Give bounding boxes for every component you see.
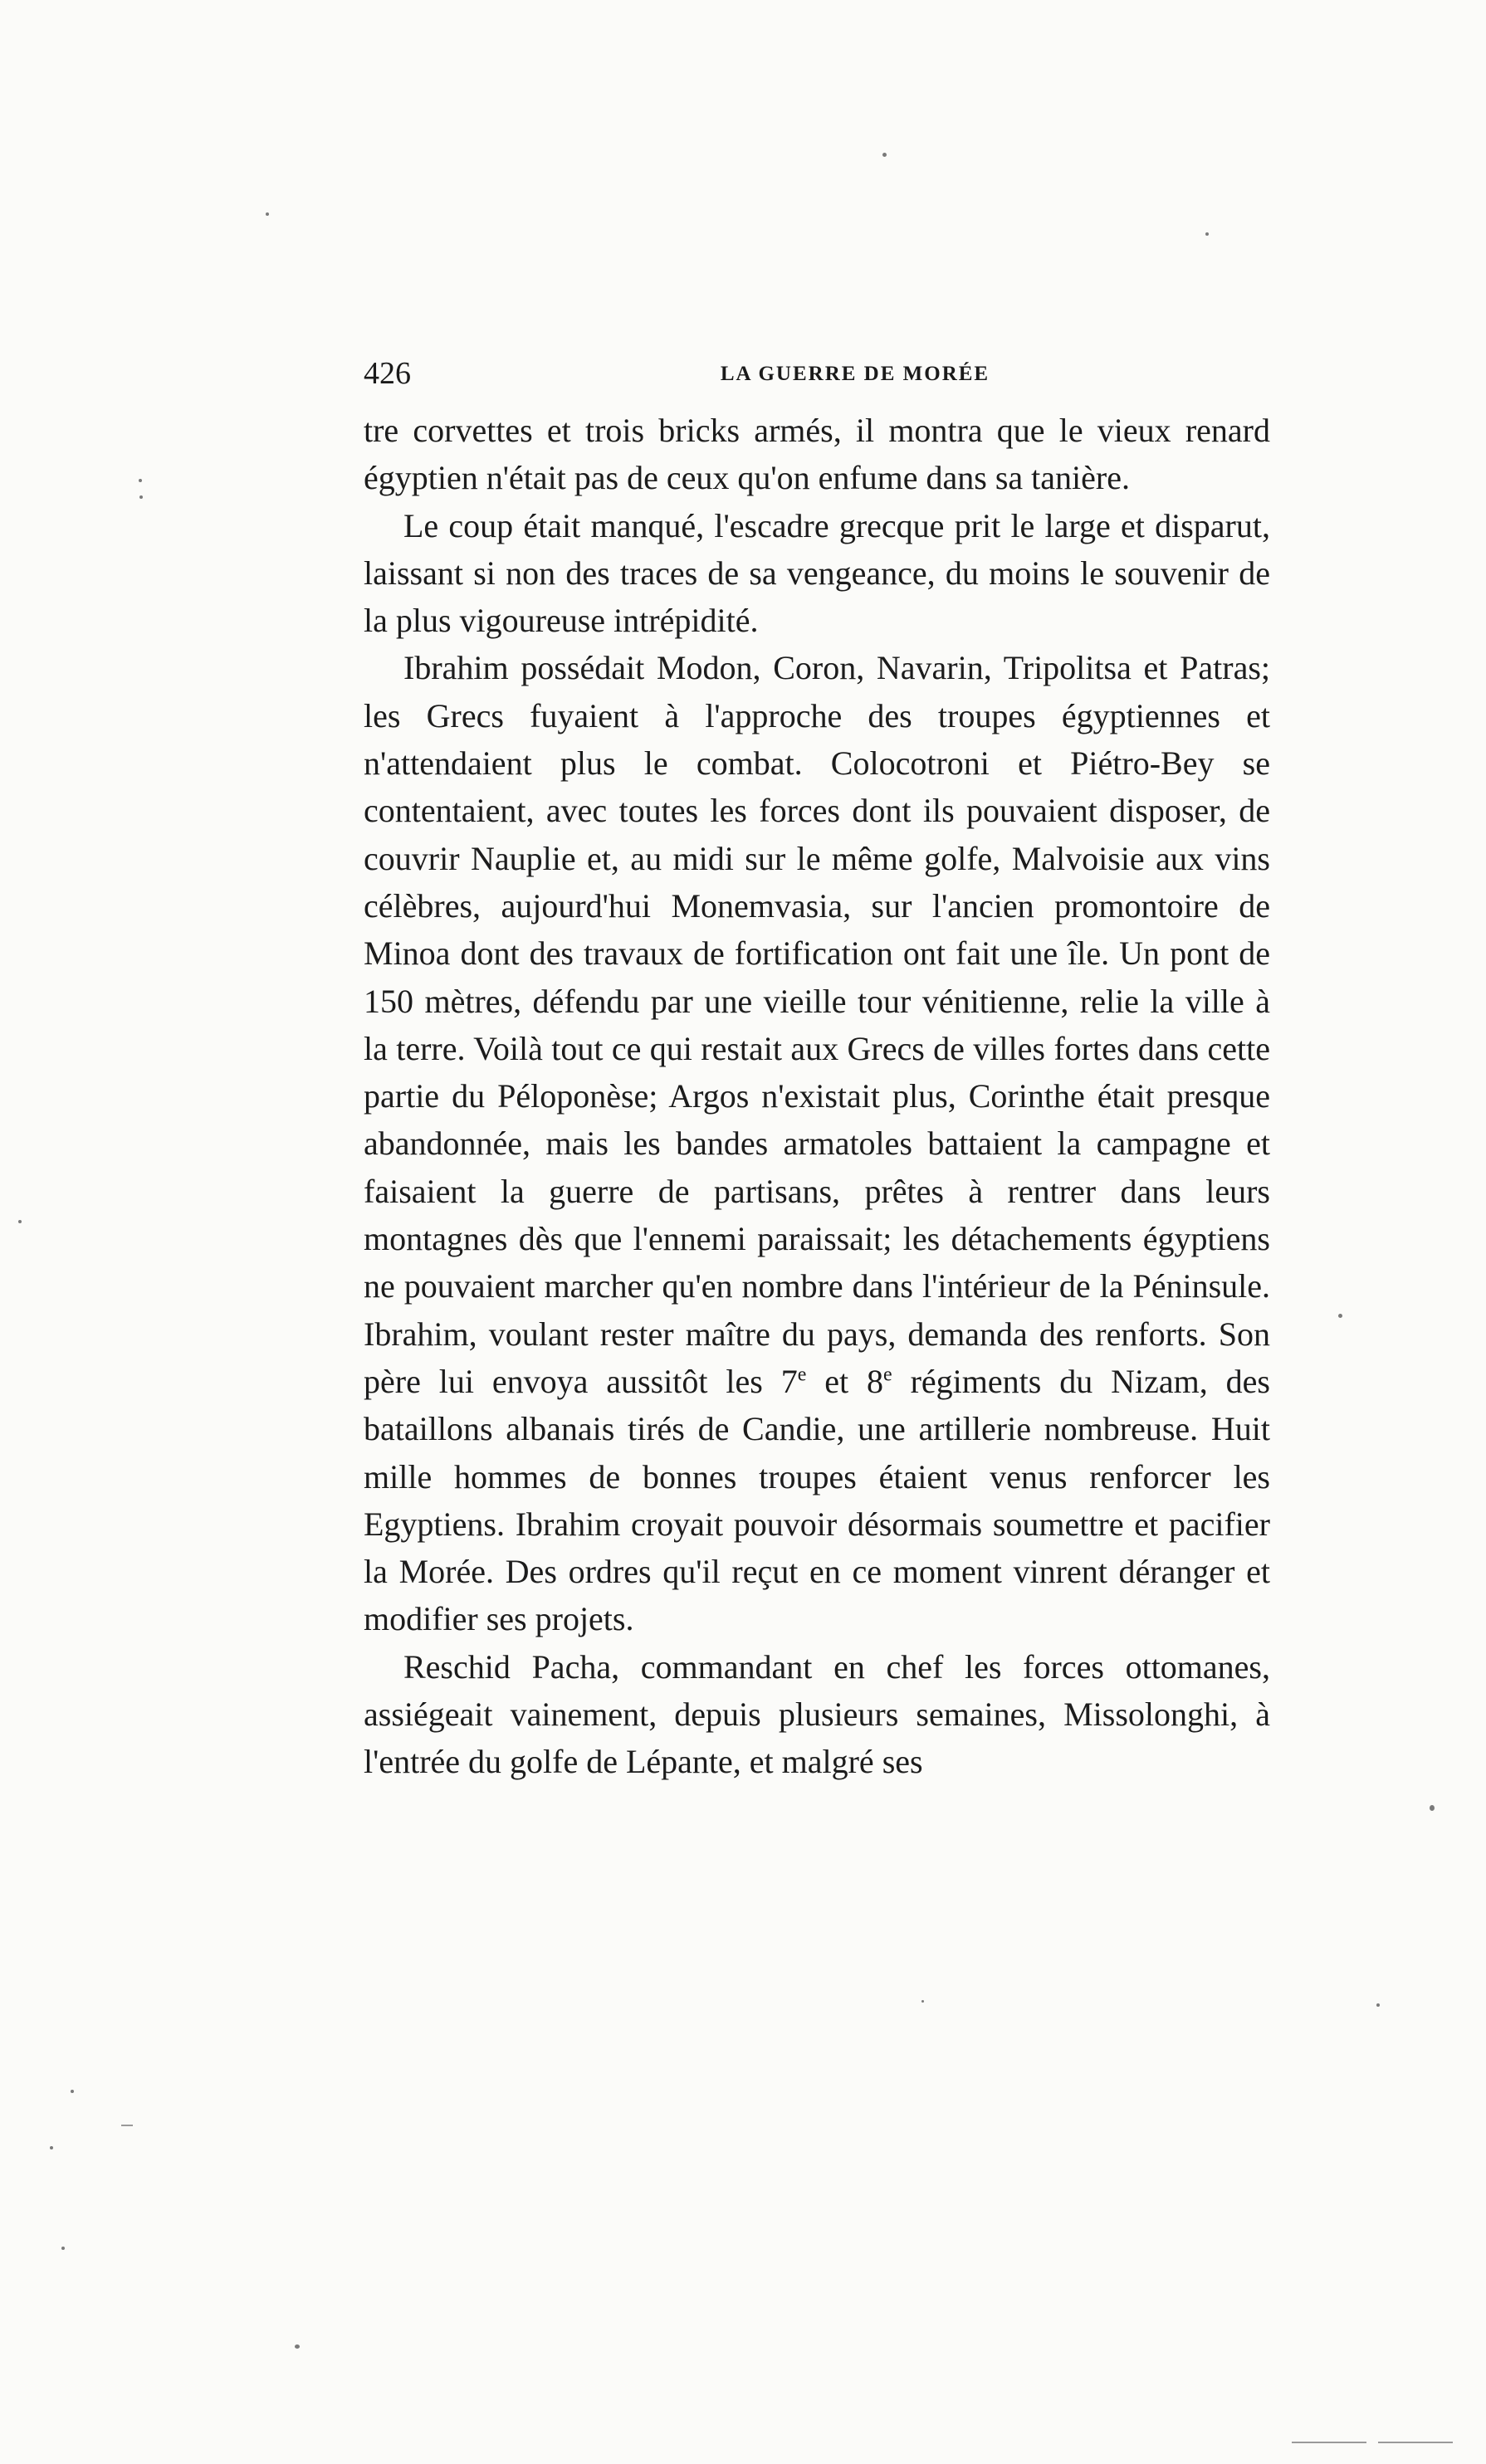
paragraph-4: Reschid Pacha, commandant en chef les forces ottomanes, assiégeait vainement, depuis plusieurs semaines, Missolonghi, à l'entrée du golfe de Lépante, et malgré ses <box>364 1647 1270 1781</box>
scan-speck <box>139 479 142 482</box>
scan-mark <box>121 2125 133 2126</box>
scan-speck <box>921 2000 924 2003</box>
running-title: LA GUERRE DE MORÉE <box>720 363 990 385</box>
paragraph-3: Ibrahim possédait Modon, Coron, Navarin, Tripolitsa et Patras; les Grecs fuyaient à l'approche des troupes égyptiennes et n'attendaient plus le combat. Colocotroni et Piétro-Bey se contentaient, avec toutes les forces dont ils pouvaient disposer, de couvrir Nauplie et, au midi sur le même golfe, Malvoisie aux vins célèbres, aujourd'hui Monemvasia, sur l'ancien promontoire de Minoa dont des travaux de fortification ont fait une île. Un pont de 150 mètres, défendu par une vieille tour vénitienne, relie la ville à la terre. Voilà tout ce qui restait aux Grecs de villes fortes dans cette partie du Péloponèse; Argos n'existait plus, Corinthe était presque abandonnée, mais les bandes armatoles battaient la campagne et faisaient la guerre de partisans, prêtes à rentrer dans leurs montagnes dès que l'ennemi paraissait; les détachements égyptiens ne pouvaient marcher qu'en nombre dans l'intérieur de la Péninsule. Ibrahim, voulant rester maître du pays, demanda des renforts. Son père lui envoya aussitôt les 7e et 8e régiments du Nizam, des bataillons albanais tirés de Candie, une artillerie nombreuse. Huit mille hommes de bonnes troupes étaient venus renforcer les Egyptiens. Ibrahim croyait pouvoir désormais soumettre et pacifier la Morée. Des ordres qu'il reçut en ce moment vinrent déranger et modifier ses projets. <box>364 649 1270 1638</box>
scan-speck <box>266 212 269 216</box>
scan-speck <box>50 2146 53 2149</box>
scan-speck <box>1430 1805 1435 1811</box>
scan-speck <box>882 153 887 157</box>
scan-speck <box>61 2247 65 2250</box>
scan-speck <box>18 1220 22 1223</box>
scan-mark <box>1378 2442 1453 2443</box>
scan-speck <box>139 495 143 499</box>
scan-speck <box>71 2090 74 2093</box>
paragraph-2: Le coup était manqué, l'escadre grecque prit le large et disparut, laissant si non des traces de sa vengeance, du moins le souvenir de la plus vigoureuse intrépidité. <box>364 506 1270 640</box>
page-number: 426 <box>364 356 411 391</box>
scan-speck <box>1376 2003 1380 2007</box>
scan-mark <box>1292 2442 1366 2443</box>
body-text <box>364 407 1270 1786</box>
paragraph-1: tre corvettes et trois bricks armés, il montra que le vieux renard égyptien n'était pas de ceux qu'on enfume dans sa tanière. <box>364 412 1270 497</box>
scan-speck <box>1205 232 1209 236</box>
page-header <box>364 353 1272 394</box>
scan-speck <box>1338 1314 1342 1318</box>
scan-speck <box>295 2344 300 2349</box>
